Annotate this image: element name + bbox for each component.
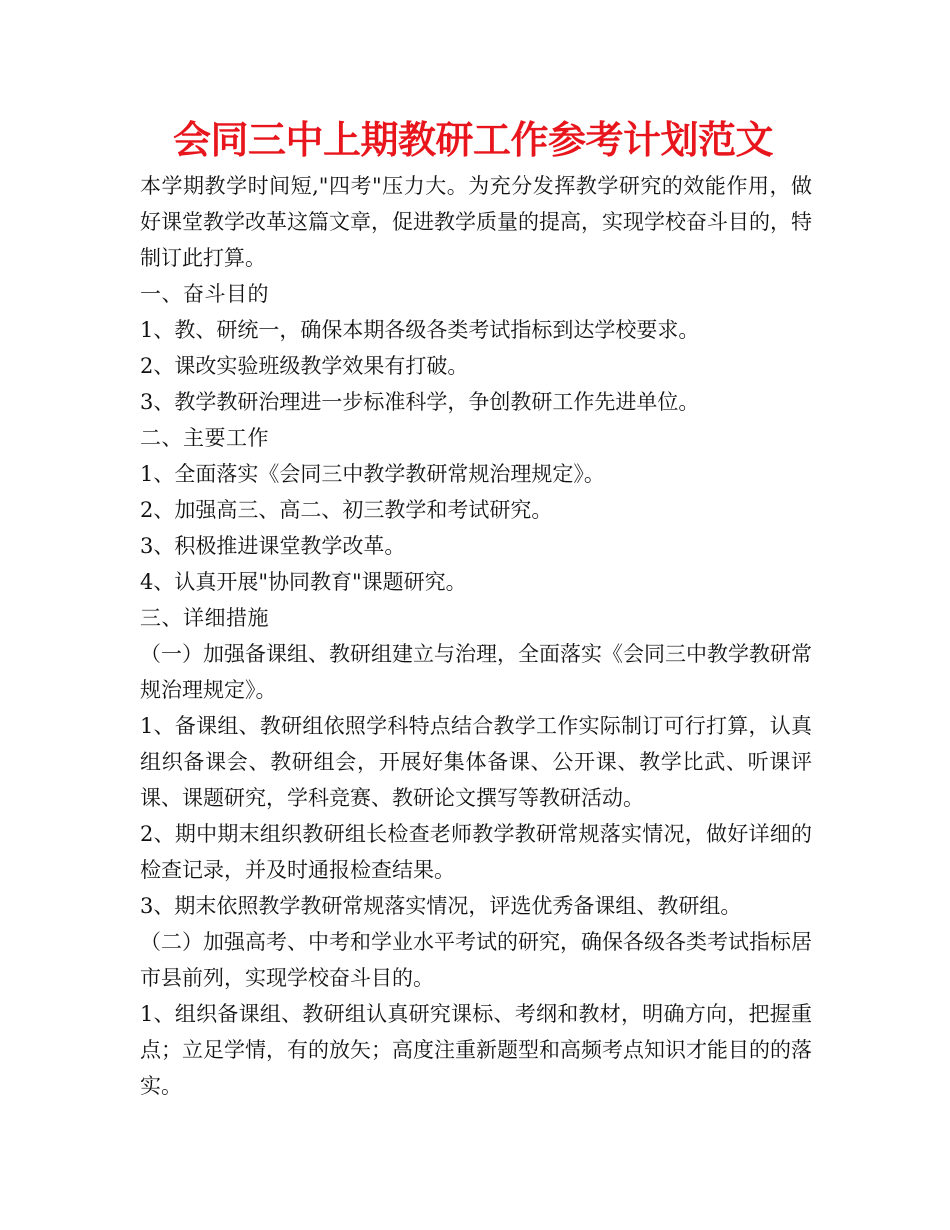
measure-item-1-2: 2、期中期末组织教研组长检查老师教学教研常规落实情况，做好详细的检查记录，并及时通报检查结果。 [140,822,812,882]
goal-item-1: 1、教、研统一，确保本期各级各类考试指标到达学校要求。 [140,318,700,342]
work-item-4: 4、认真开展"协同教育"课题研究。 [140,570,467,594]
section-heading-main-work: 二、主要工作 [140,426,269,450]
measure-subheading-2: （二）加强高考、中考和学业水平考试的研究，确保各级各类考试指标居市县前列，实现学校奋斗目的。 [140,930,812,990]
document-page [140,112,812,1104]
work-item-2: 2、加强高三、高二、初三教学和考试研究。 [140,498,553,522]
goal-item-3: 3、教学教研治理进一步标准科学，争创教研工作先进单位。 [140,390,700,414]
measure-item-2-1: 1、组织备课组、教研组认真研究课标、考纲和教材，明确方向，把握重点；立足学情，有的放矢；高度注重新题型和高频考点知识才能目的的落实。 [140,1002,812,1098]
measure-item-1-1: 1、备课组、教研组依照学科特点结合教学工作实际制订可行打算，认真组织备课会、教研组会，开展好集体备课、公开课、教学比武、听课评课、课题研究，学科竞赛、教研论文撰写等教研活动。 [140,714,812,810]
document-title: 会同三中上期教研工作参考计划范文 [172,118,773,162]
work-item-3: 3、积极推进课堂教学改革。 [140,534,406,558]
intro-paragraph: 本学期教学时间短,"四考"压力大。为充分发挥教学研究的效能作用，做好课堂教学改革这篇文章，促进教学质量的提高，实现学校奋斗目的，特制订此打算。 [140,174,812,270]
measure-item-1-3: 3、期末依照教学教研常规落实情况，评选优秀备课组、教研组。 [140,894,742,918]
measure-subheading-1: （一）加强备课组、教研组建立与治理，全面落实《会同三中教学教研常规治理规定》。 [140,642,812,702]
work-item-1: 1、全面落实《会同三中教学教研常规治理规定》。 [140,462,605,486]
goal-item-2: 2、课改实验班级教学效果有打破。 [140,354,469,378]
section-heading-measures: 三、详细措施 [140,606,269,630]
section-heading-goals: 一、奋斗目的 [140,282,269,306]
